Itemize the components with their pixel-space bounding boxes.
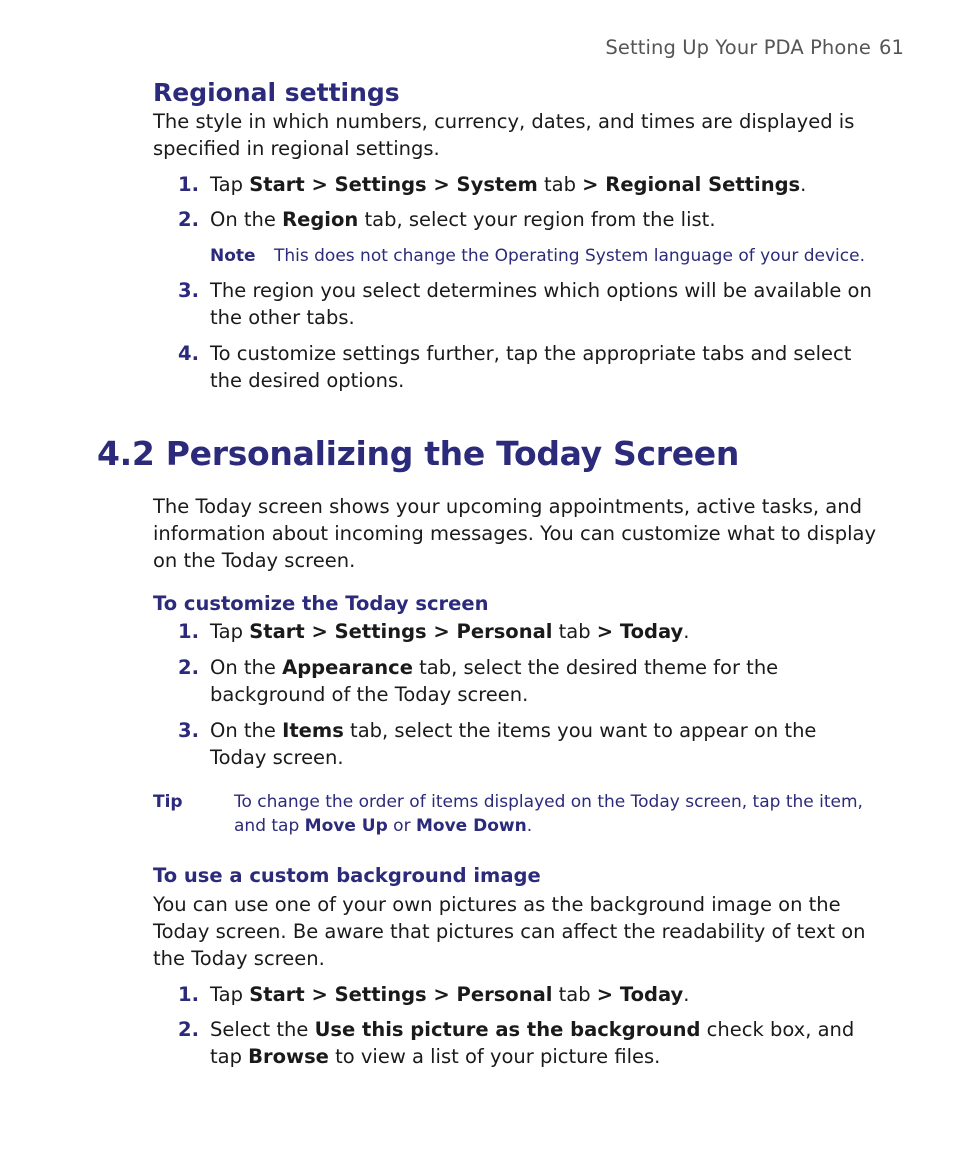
step-text: On the Appearance tab, select the desired theme for the background of the Today screen. xyxy=(210,656,779,706)
customize-step-1 xyxy=(178,618,878,645)
step-text: The region you select determines which options will be available on the other tabs. xyxy=(210,279,872,329)
regional-note xyxy=(210,244,890,268)
step-number: 1. xyxy=(178,983,199,1006)
section-heading: 4.2 Personalizing the Today Screen xyxy=(97,434,740,473)
customize-step-3 xyxy=(178,717,878,771)
step-number: 2. xyxy=(178,208,199,231)
background-step-2 xyxy=(178,1016,878,1070)
page-header xyxy=(605,36,904,59)
step-number: 1. xyxy=(178,620,199,643)
step-text: On the Items tab, select the items you want to appear on the Today screen. xyxy=(210,719,817,769)
step-text: To customize settings further, tap the appropriate tabs and select the desired options. xyxy=(210,342,852,392)
customize-heading: To customize the Today screen xyxy=(153,592,489,615)
step-number: 2. xyxy=(178,656,199,679)
step-number: 4. xyxy=(178,342,199,365)
section-intro: The Today screen shows your upcoming appointments, active tasks, and information about incoming messages. You can customize what to display on the Today screen. xyxy=(153,495,876,572)
tip-text: To change the order of items displayed on the Today screen, tap the item, and tap Move Up or Move Down. xyxy=(234,792,863,836)
background-step-1 xyxy=(178,981,878,1008)
page-number: 61 xyxy=(878,36,904,59)
regional-intro: The style in which numbers, currency, dates, and times are displayed is specified in regional settings. xyxy=(153,110,855,160)
customize-tip xyxy=(153,790,893,838)
customize-step-2 xyxy=(178,654,878,708)
regional-step-4 xyxy=(178,340,878,394)
background-heading: To use a custom background image xyxy=(153,864,541,887)
regional-step-2 xyxy=(178,206,878,233)
regional-step-3 xyxy=(178,277,878,331)
step-text: Tap Start > Settings > Personal tab > Today. xyxy=(210,620,690,643)
step-number: 1. xyxy=(178,173,199,196)
regional-step-1 xyxy=(178,171,878,198)
note-label: Note xyxy=(210,246,256,266)
step-number: 3. xyxy=(178,279,199,302)
tip-label: Tip xyxy=(153,792,183,812)
note-text: This does not change the Operating System language of your device. xyxy=(274,246,865,266)
step-text: Tap Start > Settings > Personal tab > Today. xyxy=(210,983,690,1006)
step-number: 2. xyxy=(178,1018,199,1041)
step-text: Tap Start > Settings > System tab > Regional Settings. xyxy=(210,173,807,196)
regional-settings-heading: Regional settings xyxy=(153,78,400,107)
step-text: Select the Use this picture as the background check box, and tap Browse to view a list of your picture files. xyxy=(210,1018,855,1068)
step-number: 3. xyxy=(178,719,199,742)
background-intro: You can use one of your own pictures as the background image on the Today screen. Be aware that pictures can affect the readability of text on the Today screen. xyxy=(153,893,866,970)
running-title: Setting Up Your PDA Phone xyxy=(605,36,871,59)
step-text: On the Region tab, select your region from the list. xyxy=(210,208,716,231)
